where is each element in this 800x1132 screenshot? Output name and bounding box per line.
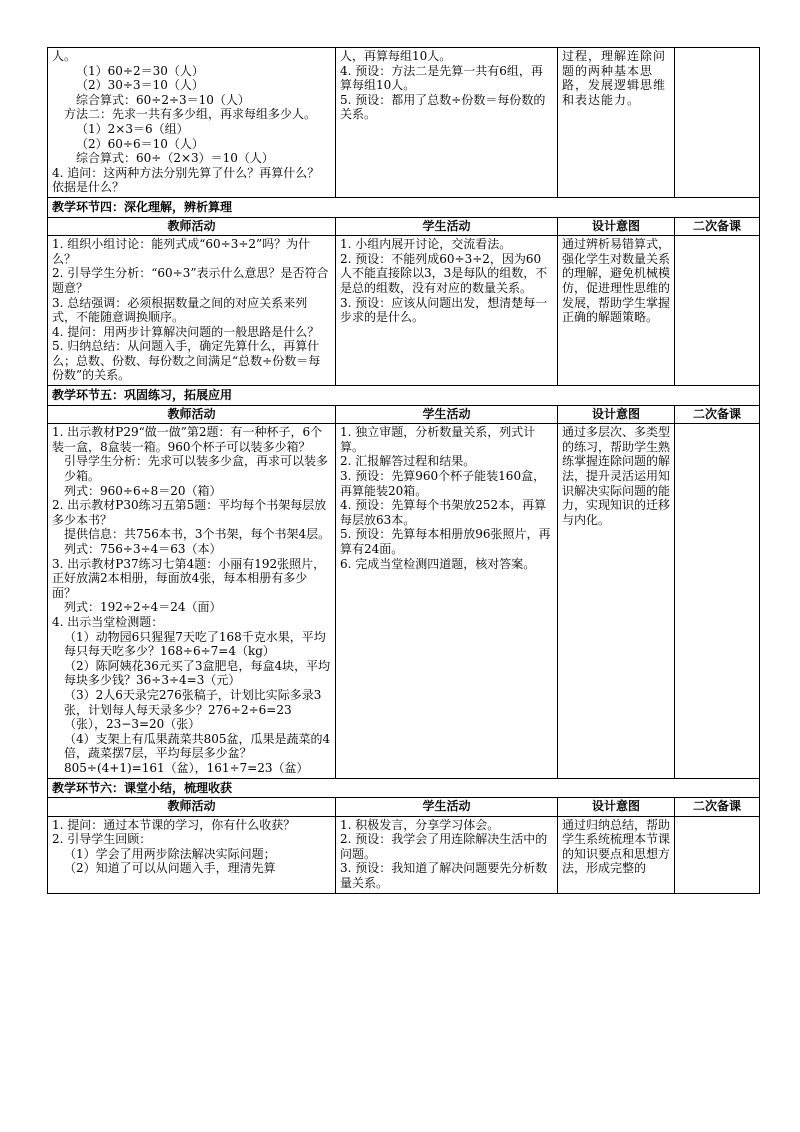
header-design-intent: 设计意图 — [558, 798, 675, 817]
text-line: （4）支架上有瓜果蔬菜共805盆，瓜果是蔬菜的4倍，蔬菜摆7层，平均每层多少盆？805÷(4+1)=161（盆），161÷7=23（盆） — [64, 731, 331, 775]
text-line: （1）60÷2＝30（人） — [76, 63, 204, 78]
content-row — [48, 236, 760, 386]
text-line: 4. 提问：用两步计算解决问题的一般思路是什么？ — [52, 324, 320, 339]
text-line: （2）陈阿姨花36元买了3盒肥皂，每盒4块，平均每块多少钱？36÷3÷4=3（元） — [64, 658, 331, 688]
header-student-activity: 学生活动 — [336, 798, 558, 817]
section-title: 教学环节六：课堂小结，梳理收获 — [48, 778, 760, 798]
teacher-activity-cell — [48, 424, 336, 778]
text-line: （1）2×3＝6（组） — [76, 121, 189, 136]
header-teacher-activity: 教师活动 — [48, 217, 336, 236]
section-title: 教学环节五：巩固练习，拓展应用 — [48, 386, 760, 406]
content-row — [48, 424, 760, 778]
header-design-intent: 设计意图 — [558, 217, 675, 236]
text-line: 列式：192÷2÷4＝24（面） — [64, 600, 222, 615]
second-prep-cell — [675, 816, 760, 893]
text-line: 3. 出示教材P37练习七第4题：小丽有192张照片，正好放满2本相册，每面放4张，每本相册有多少面？ — [52, 556, 326, 600]
text-line: （2）60÷6＝10（人） — [76, 136, 204, 151]
text-line: 2. 汇报解答过程和结果。 — [340, 454, 476, 469]
text-line: 过程，理解连除问题的两种基本思路，发展逻辑思维和表达能力。 — [562, 49, 667, 107]
second-prep-cell — [675, 236, 760, 386]
text-line: 3. 预设：先算960个杯子能装160盒，再算能装20箱。 — [340, 469, 546, 498]
header-teacher-activity: 教师活动 — [48, 405, 336, 424]
section-title-row — [48, 386, 760, 406]
student-activity-cell — [336, 48, 558, 198]
text-line: 列式：756÷3÷4＝63（本） — [64, 542, 222, 556]
text-line: 4. 预设：先算每个书架放252本，再算每层放63本。 — [340, 498, 547, 527]
text-line: （1）学会了用两步除法解决实际问题； — [64, 846, 276, 861]
text-line: 综合算式：60÷2÷3＝10（人） — [76, 92, 250, 107]
section-title-row — [48, 197, 760, 217]
second-prep-cell — [675, 424, 760, 778]
header-row — [48, 405, 760, 424]
header-second-prep: 二次备课 — [675, 217, 760, 236]
text-line: 通过多层次、多类型的练习，帮助学生熟练掌握连除问题的解法，提升灵活运用知识解决实际问题的能力，实现知识的迁移与内化。 — [562, 425, 671, 527]
design-intent-cell — [558, 236, 675, 386]
text-line: 4. 追问：这两种方法分别先算了什么？再算什么？依据是什么？ — [52, 165, 320, 195]
text-line: 1. 独立审题，分析数量关系，列式计算。 — [340, 425, 536, 454]
text-line: 1. 出示教材P29“做一做”第2题：有一种杯子，6个装一盒，8盒装一箱。960个杯子可以装多少箱？ — [52, 425, 323, 454]
text-line: （2）知道了可以从问题入手，理清先算 — [64, 861, 276, 876]
lesson-plan-table — [47, 47, 760, 894]
text-line: 通过辨析易错算式，强化学生对数量关系的理解，避免机械模仿，促进理性思维的发展，帮助学生掌握正确的解题策略。 — [562, 237, 671, 325]
design-intent-cell — [558, 48, 675, 198]
text-line: 2. 预设：我学会了用连除解决生活中的问题。 — [340, 832, 548, 861]
text-line: 列式：960÷6÷8＝20（箱） — [64, 483, 222, 498]
teacher-activity-cell — [48, 816, 336, 893]
text-line: 2. 预设：不能列成60÷3÷2，因为60人不能直接除以3，3是每队的组数，不是总的组数，没有对应的数量关系。 — [340, 251, 548, 295]
second-prep-cell — [675, 48, 760, 198]
design-intent-cell — [558, 816, 675, 893]
text-line: 综合算式：60÷（2×3）＝10（人） — [76, 151, 274, 166]
text-line: 3. 预设：我知道了解决问题要先分析数量关系。 — [340, 861, 548, 891]
text-line: 通过归纳总结，帮助学生系统梳理本节课的知识要点和思想方法，形成完整的 — [562, 817, 671, 876]
text-line: 2. 引导学生回顾： — [52, 832, 152, 847]
text-line: 5. 预设：先算每本相册放96张照片，再算有24面。 — [340, 527, 551, 556]
text-line: 人。 — [52, 49, 77, 63]
continued-row — [48, 48, 760, 198]
teacher-activity-cell — [48, 48, 336, 198]
text-line: 5. 归纳总结：从问题入手，确定先算什么，再算什么；总数、份数、每份数之间满足“总数÷份数＝每份数”的关系。 — [52, 339, 321, 383]
text-line: 4. 预设：方法二是先算一共有6组，再算每组10人。 — [340, 63, 543, 93]
text-line: 提供信息：共756本书，3个书架，每个书架4层。 — [64, 527, 331, 542]
header-second-prep: 二次备课 — [675, 405, 760, 424]
text-line: （3）2人6天录完276张稿子，计划比实际多录3张，计划每人每天录多少？276÷2÷6=23（张），23−3=20（张） — [64, 687, 322, 732]
header-row — [48, 798, 760, 817]
header-design-intent: 设计意图 — [558, 405, 675, 424]
header-student-activity: 学生活动 — [336, 217, 558, 236]
text-line: 人，再算每组10人。 — [340, 49, 452, 63]
header-second-prep: 二次备课 — [675, 798, 760, 817]
text-line: 4. 出示当堂检测题： — [52, 614, 164, 629]
text-line: （2）30÷3＝10（人） — [76, 78, 204, 93]
teacher-activity-cell — [48, 236, 336, 386]
design-intent-cell — [558, 424, 675, 778]
text-line: 6. 完成当堂检测四道题，核对答案。 — [340, 556, 536, 571]
text-line: 2. 出示教材P30练习五第5题：平均每个书架每层放多少本书？ — [52, 498, 327, 527]
text-line: 1. 小组内展开讨论，交流看法。 — [340, 237, 512, 252]
header-student-activity: 学生活动 — [336, 405, 558, 424]
content-row — [48, 816, 760, 893]
text-line: 引导学生分析：先求可以装多少盒，再求可以装多少箱。 — [64, 454, 329, 484]
text-line: 1. 组织小组讨论：能列式成“60÷3÷2”吗？为什么？ — [52, 237, 311, 266]
text-line: 3. 总结强调：必须根据数量之间的对应关系来列式，不能随意调换顺序。 — [52, 295, 308, 325]
header-teacher-activity: 教师活动 — [48, 798, 336, 817]
student-activity-cell — [336, 424, 558, 778]
text-line: 2. 引导学生分析：“60÷3”表示什么意思？是否符合题意？ — [52, 266, 329, 295]
student-activity-cell — [336, 236, 558, 386]
text-line: 5. 预设：都用了总数÷份数＝每份数的关系。 — [340, 92, 546, 122]
text-line: 方法二：先求一共有多少组，再求每组多少人。 — [64, 107, 317, 122]
student-activity-cell — [336, 816, 558, 893]
header-row — [48, 217, 760, 236]
section-title-row — [48, 778, 760, 798]
text-line: 1. 积极发言，分享学习体会。 — [340, 817, 500, 832]
text-line: 3. 预设：应该从问题出发，想清楚每一步求的是什么。 — [340, 295, 548, 325]
text-line: （1）动物园6只猩猩7天吃了168千克水果，平均每只每天吃多少？168÷6÷7=4（kg） — [64, 629, 326, 659]
text-line: 1. 提问：通过本节课的学习，你有什么收获？ — [52, 817, 296, 832]
section-title: 教学环节四：深化理解，辨析算理 — [48, 197, 760, 217]
